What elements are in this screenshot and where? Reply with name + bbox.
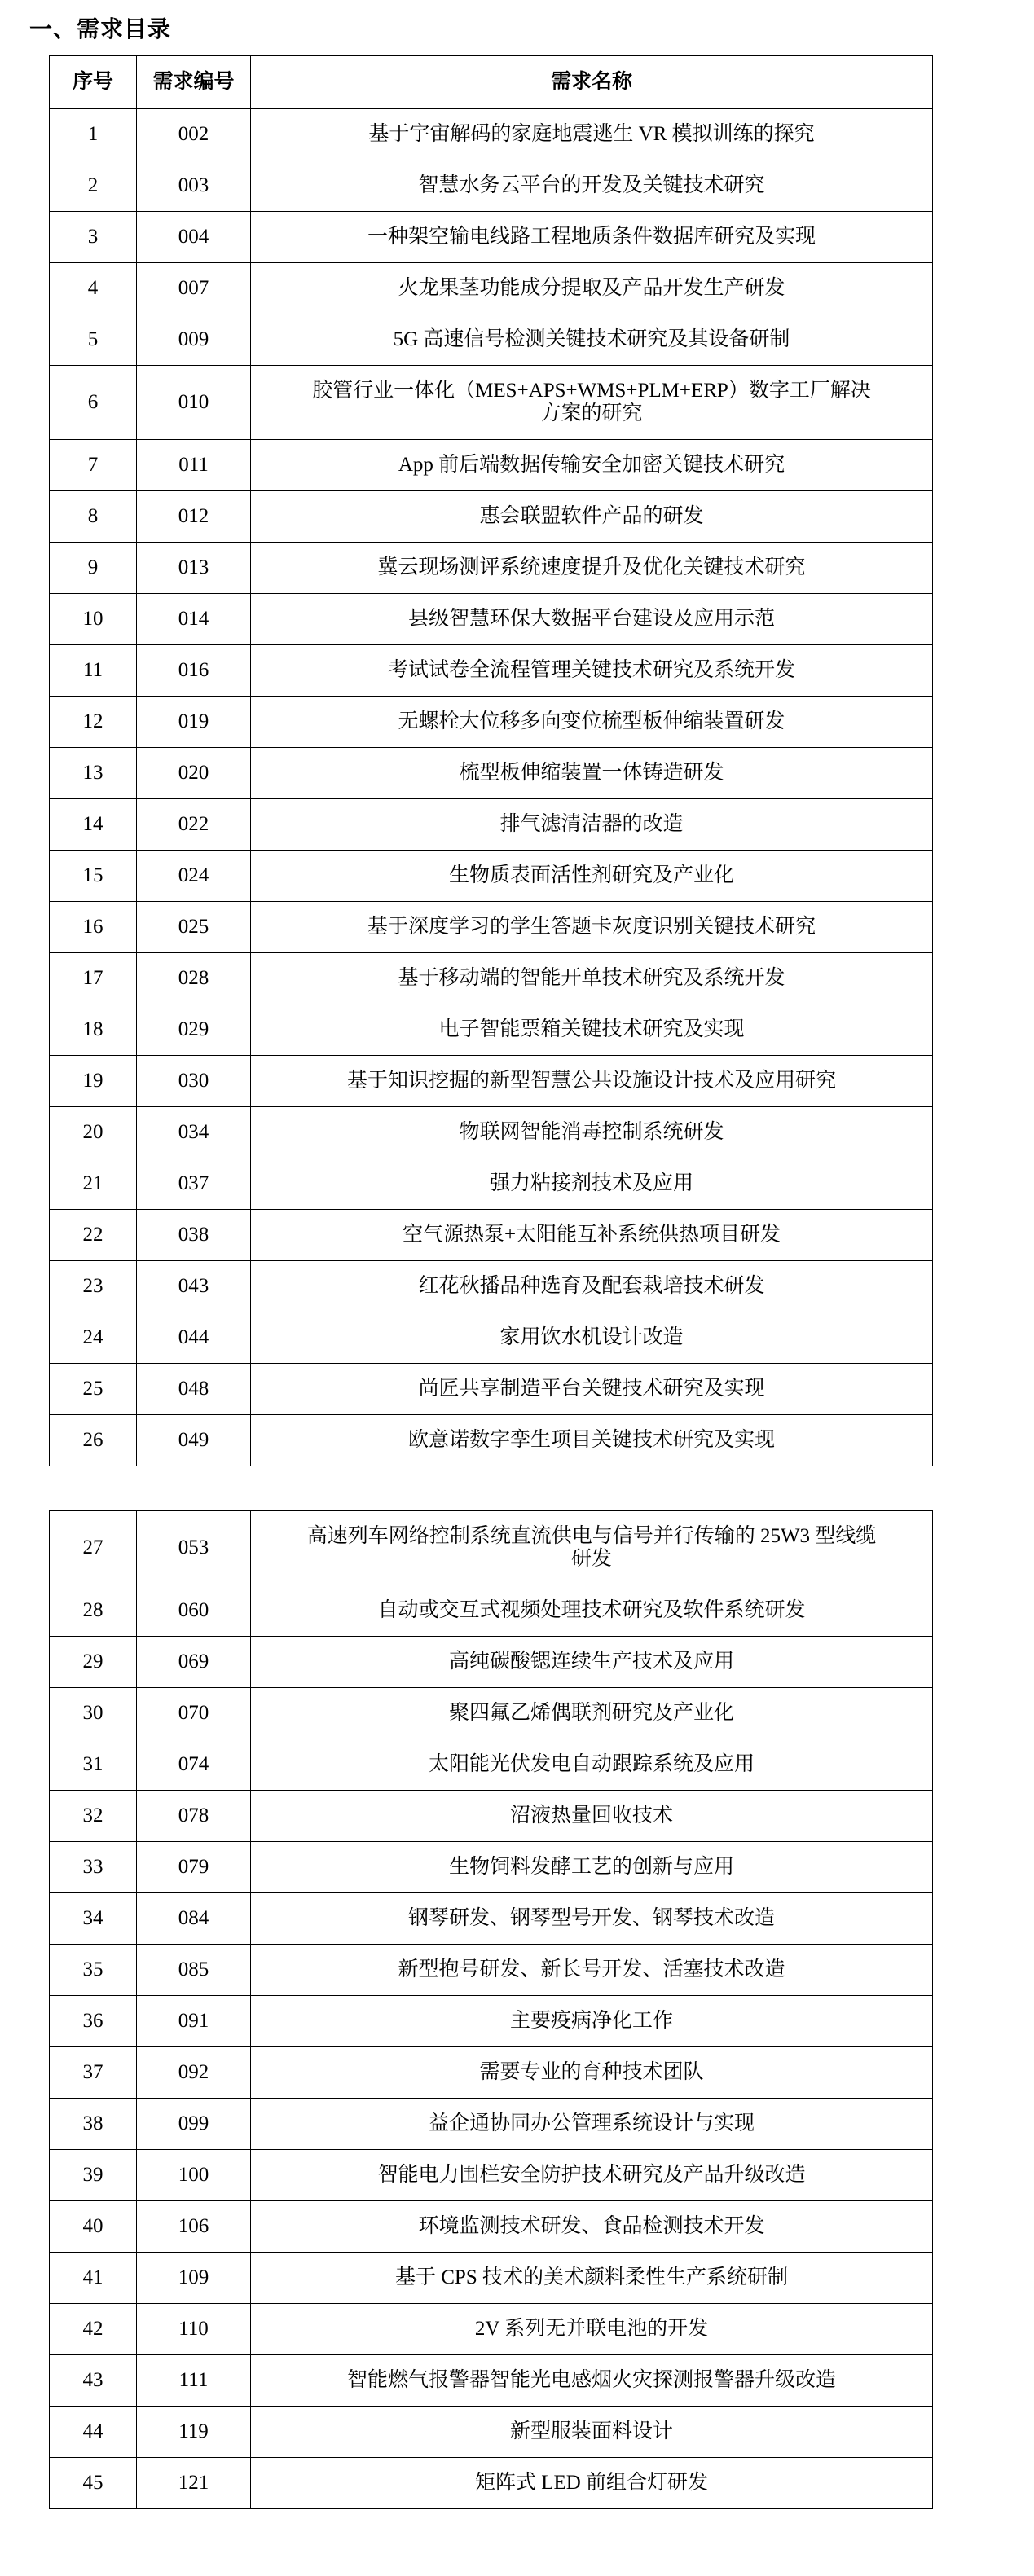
serial-cell: 14 [50, 799, 137, 851]
serial-cell: 34 [50, 1893, 137, 1945]
name-cell: 自动或交互式视频处理技术研究及软件系统研发 [251, 1585, 933, 1637]
name-cell: 聚四氟乙烯偶联剂研究及产业化 [251, 1688, 933, 1739]
table-row [50, 1415, 933, 1466]
serial-cell: 37 [50, 2047, 137, 2099]
serial-cell: 9 [50, 543, 137, 594]
code-cell: 069 [137, 1637, 251, 1688]
name-cell: 新型抱号研发、新长号开发、活塞技术改造 [251, 1945, 933, 1996]
table-row [50, 1210, 933, 1261]
serial-cell: 4 [50, 263, 137, 314]
name-cell: 惠会联盟软件产品的研发 [251, 491, 933, 543]
name-cell: 需要专业的育种技术团队 [251, 2047, 933, 2099]
serial-cell: 27 [50, 1511, 137, 1585]
code-cell: 012 [137, 491, 251, 543]
serial-cell: 35 [50, 1945, 137, 1996]
table-row [50, 1945, 933, 1996]
name-cell: 梳型板伸缩装置一体铸造研发 [251, 748, 933, 799]
table-row [50, 902, 933, 953]
requirements-table-1 [49, 55, 933, 1466]
requirements-table-2 [49, 1510, 933, 2509]
table-row [50, 1637, 933, 1688]
serial-cell: 16 [50, 902, 137, 953]
table-row [50, 491, 933, 543]
code-cell: 078 [137, 1791, 251, 1842]
table-row [50, 594, 933, 645]
serial-cell: 5 [50, 314, 137, 366]
table-row [50, 2355, 933, 2407]
code-cell: 106 [137, 2201, 251, 2253]
serial-cell: 10 [50, 594, 137, 645]
name-cell: 钢琴研发、钢琴型号开发、钢琴技术改造 [251, 1893, 933, 1945]
serial-cell: 1 [50, 109, 137, 160]
code-cell: 048 [137, 1364, 251, 1415]
code-cell: 002 [137, 109, 251, 160]
serial-cell: 33 [50, 1842, 137, 1893]
code-cell: 025 [137, 902, 251, 953]
name-cell: 物联网智能消毒控制系统研发 [251, 1107, 933, 1158]
code-cell: 074 [137, 1739, 251, 1791]
table-row [50, 799, 933, 851]
code-cell: 013 [137, 543, 251, 594]
code-cell: 121 [137, 2458, 251, 2509]
name-cell: 环境监测技术研发、食品检测技术开发 [251, 2201, 933, 2253]
table-row [50, 1107, 933, 1158]
code-cell: 100 [137, 2150, 251, 2201]
code-cell: 079 [137, 1842, 251, 1893]
name-cell: 益企通协同办公管理系统设计与实现 [251, 2099, 933, 2150]
serial-cell: 39 [50, 2150, 137, 2201]
serial-cell: 21 [50, 1158, 137, 1210]
code-cell: 085 [137, 1945, 251, 1996]
name-cell: 智慧水务云平台的开发及关键技术研究 [251, 160, 933, 212]
code-cell: 110 [137, 2304, 251, 2355]
code-cell: 053 [137, 1511, 251, 1585]
serial-cell: 29 [50, 1637, 137, 1688]
serial-cell: 17 [50, 953, 137, 1004]
code-cell: 044 [137, 1312, 251, 1364]
serial-cell: 22 [50, 1210, 137, 1261]
serial-cell: 38 [50, 2099, 137, 2150]
serial-cell: 20 [50, 1107, 137, 1158]
table-row [50, 2047, 933, 2099]
code-cell: 099 [137, 2099, 251, 2150]
table-row [50, 851, 933, 902]
name-cell: 矩阵式 LED 前组合灯研发 [251, 2458, 933, 2509]
name-cell: 冀云现场测评系统速度提升及优化关键技术研究 [251, 543, 933, 594]
name-cell: 空气源热泵+太阳能互补系统供热项目研发 [251, 1210, 933, 1261]
table-row [50, 2099, 933, 2150]
code-cell: 060 [137, 1585, 251, 1637]
code-cell: 028 [137, 953, 251, 1004]
serial-cell: 40 [50, 2201, 137, 2253]
code-cell: 111 [137, 2355, 251, 2407]
name-cell: 生物质表面活性剂研究及产业化 [251, 851, 933, 902]
name-cell: 生物饲料发酵工艺的创新与应用 [251, 1842, 933, 1893]
name-cell: 基于 CPS 技术的美术颜料柔性生产系统研制 [251, 2253, 933, 2304]
serial-cell: 23 [50, 1261, 137, 1312]
table-row [50, 1004, 933, 1056]
table-row [50, 2304, 933, 2355]
name-cell: 高速列车网络控制系统直流供电与信号并行传输的 25W3 型线缆研发 [251, 1511, 933, 1585]
table-row [50, 1261, 933, 1312]
code-cell: 038 [137, 1210, 251, 1261]
serial-cell: 43 [50, 2355, 137, 2407]
serial-cell: 32 [50, 1791, 137, 1842]
name-cell: 胶管行业一体化（MES+APS+WMS+PLM+ERP）数字工厂解决方案的研究 [251, 366, 933, 440]
name-cell: 强力粘接剂技术及应用 [251, 1158, 933, 1210]
serial-cell: 19 [50, 1056, 137, 1107]
table-row [50, 2458, 933, 2509]
code-cell: 092 [137, 2047, 251, 2099]
table-row [50, 2201, 933, 2253]
table-row [50, 1791, 933, 1842]
table-row [50, 263, 933, 314]
serial-cell: 3 [50, 212, 137, 263]
serial-cell: 36 [50, 1996, 137, 2047]
serial-cell: 15 [50, 851, 137, 902]
code-cell: 084 [137, 1893, 251, 1945]
table-row [50, 1893, 933, 1945]
code-cell: 004 [137, 212, 251, 263]
serial-cell: 13 [50, 748, 137, 799]
table-row [50, 1364, 933, 1415]
name-cell: 基于知识挖掘的新型智慧公共设施设计技术及应用研究 [251, 1056, 933, 1107]
code-cell: 024 [137, 851, 251, 902]
column-header: 需求编号 [137, 56, 251, 109]
code-cell: 019 [137, 697, 251, 748]
code-cell: 022 [137, 799, 251, 851]
name-cell: 主要疫病净化工作 [251, 1996, 933, 2047]
name-cell: 新型服装面料设计 [251, 2407, 933, 2458]
serial-cell: 7 [50, 440, 137, 491]
serial-cell: 8 [50, 491, 137, 543]
table-row [50, 748, 933, 799]
name-cell: 排气滤清洁器的改造 [251, 799, 933, 851]
page-title: 一、需求目录 [29, 17, 172, 42]
table-row [50, 697, 933, 748]
code-cell: 010 [137, 366, 251, 440]
code-cell: 030 [137, 1056, 251, 1107]
code-cell: 007 [137, 263, 251, 314]
name-cell: 电子智能票箱关键技术研究及实现 [251, 1004, 933, 1056]
code-cell: 119 [137, 2407, 251, 2458]
table-row [50, 953, 933, 1004]
table-row [50, 160, 933, 212]
table-row [50, 1996, 933, 2047]
table-1-header [50, 56, 933, 109]
name-cell: 一种架空输电线路工程地质条件数据库研究及实现 [251, 212, 933, 263]
name-cell: 基于宇宙解码的家庭地震逃生 VR 模拟训练的探究 [251, 109, 933, 160]
table-row [50, 366, 933, 440]
table-row [50, 1511, 933, 1585]
serial-cell: 44 [50, 2407, 137, 2458]
table-row [50, 1739, 933, 1791]
header-row [50, 56, 933, 109]
column-header: 序号 [50, 56, 137, 109]
code-cell: 034 [137, 1107, 251, 1158]
table-row [50, 543, 933, 594]
serial-cell: 6 [50, 366, 137, 440]
code-cell: 003 [137, 160, 251, 212]
serial-cell: 42 [50, 2304, 137, 2355]
serial-cell: 18 [50, 1004, 137, 1056]
serial-cell: 2 [50, 160, 137, 212]
name-cell: 高纯碳酸锶连续生产技术及应用 [251, 1637, 933, 1688]
table-row [50, 1688, 933, 1739]
name-cell: 基于深度学习的学生答题卡灰度识别关键技术研究 [251, 902, 933, 953]
name-cell: 沼液热量回收技术 [251, 1791, 933, 1842]
code-cell: 091 [137, 1996, 251, 2047]
serial-cell: 28 [50, 1585, 137, 1637]
table-row [50, 2253, 933, 2304]
serial-cell: 12 [50, 697, 137, 748]
serial-cell: 26 [50, 1415, 137, 1466]
serial-cell: 11 [50, 645, 137, 697]
name-cell: 红花秋播品种选育及配套栽培技术研发 [251, 1261, 933, 1312]
serial-cell: 45 [50, 2458, 137, 2509]
code-cell: 029 [137, 1004, 251, 1056]
serial-cell: 24 [50, 1312, 137, 1364]
table-row [50, 109, 933, 160]
name-cell: 无螺栓大位移多向变位梳型板伸缩装置研发 [251, 697, 933, 748]
name-cell: 基于移动端的智能开单技术研究及系统开发 [251, 953, 933, 1004]
name-cell: 考试试卷全流程管理关键技术研究及系统开发 [251, 645, 933, 697]
name-cell: 尚匠共享制造平台关键技术研究及实现 [251, 1364, 933, 1415]
name-cell: 家用饮水机设计改造 [251, 1312, 933, 1364]
name-cell: 智能燃气报警器智能光电感烟火灾探测报警器升级改造 [251, 2355, 933, 2407]
table-row [50, 212, 933, 263]
table-row [50, 314, 933, 366]
code-cell: 011 [137, 440, 251, 491]
table-row [50, 1842, 933, 1893]
serial-cell: 30 [50, 1688, 137, 1739]
serial-cell: 41 [50, 2253, 137, 2304]
name-cell: 太阳能光伏发电自动跟踪系统及应用 [251, 1739, 933, 1791]
table-row [50, 1158, 933, 1210]
table-row [50, 1312, 933, 1364]
code-cell: 070 [137, 1688, 251, 1739]
name-cell: 智能电力围栏安全防护技术研究及产品升级改造 [251, 2150, 933, 2201]
table-row [50, 2407, 933, 2458]
name-cell: 火龙果茎功能成分提取及产品开发生产研发 [251, 263, 933, 314]
serial-cell: 25 [50, 1364, 137, 1415]
name-cell: 2V 系列无并联电池的开发 [251, 2304, 933, 2355]
code-cell: 109 [137, 2253, 251, 2304]
code-cell: 043 [137, 1261, 251, 1312]
code-cell: 016 [137, 645, 251, 697]
name-cell: 欧意诺数字孪生项目关键技术研究及实现 [251, 1415, 933, 1466]
table-row [50, 1585, 933, 1637]
code-cell: 049 [137, 1415, 251, 1466]
name-cell: 县级智慧环保大数据平台建设及应用示范 [251, 594, 933, 645]
table-row [50, 440, 933, 491]
table-row [50, 1056, 933, 1107]
column-header: 需求名称 [251, 56, 933, 109]
name-cell: App 前后端数据传输安全加密关键技术研究 [251, 440, 933, 491]
code-cell: 020 [137, 748, 251, 799]
code-cell: 009 [137, 314, 251, 366]
name-cell: 5G 高速信号检测关键技术研究及其设备研制 [251, 314, 933, 366]
serial-cell: 31 [50, 1739, 137, 1791]
table-row [50, 2150, 933, 2201]
code-cell: 037 [137, 1158, 251, 1210]
table-row [50, 645, 933, 697]
code-cell: 014 [137, 594, 251, 645]
